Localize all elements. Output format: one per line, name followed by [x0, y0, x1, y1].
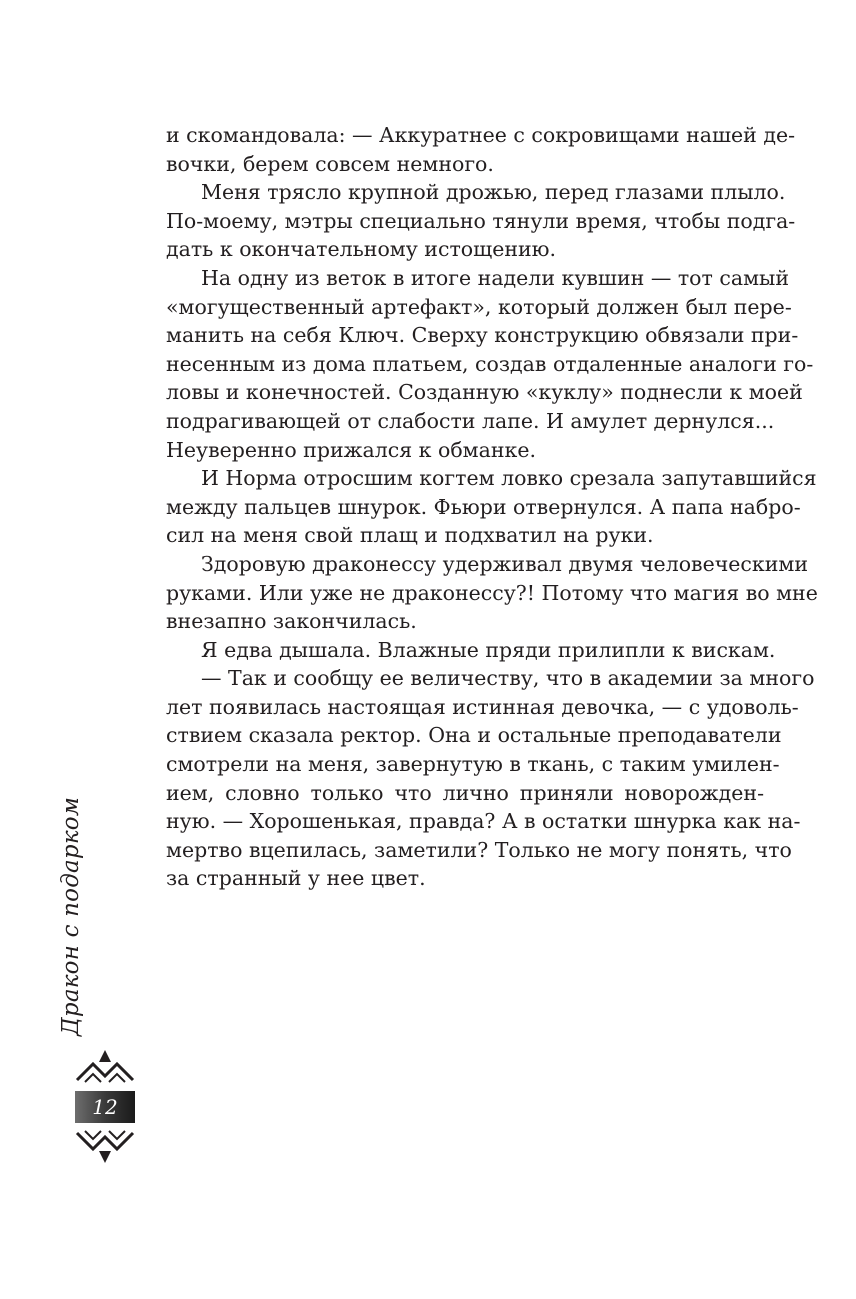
- text-line: сил на меня свой плащ и подхватил на руки.: [166, 523, 654, 548]
- text-line: мертво вцепилась, заметили? Только не могу понять, что: [166, 837, 792, 862]
- text-line: По-моему, мэтры специально тянули время, чтобы подга-: [166, 208, 796, 233]
- text-line: Я едва дышала. Влажные пряди прилипли к вискам.: [201, 637, 776, 662]
- text-line: руками. Или уже не драконессу?! Потому что магия во мне: [166, 580, 818, 605]
- running-title: Дракон с подарком: [58, 796, 84, 1036]
- text-line: Здоровую драконессу удерживал двумя человеческими: [201, 551, 808, 576]
- text-line: подрагивающей от слабости лапе. И амулет дернулся...: [166, 408, 775, 433]
- text-line: Неуверенно прижался к обманке.: [166, 437, 536, 462]
- text-line: несенным из дома платьем, создав отдаленные аналоги го-: [166, 351, 814, 376]
- text-line: между пальцев шнурок. Фьюри отвернулся. А папа набро-: [166, 494, 801, 519]
- text-line: На одну из веток в итоге надели кувшин — тот самый: [201, 265, 790, 290]
- text-line: смотрели на меня, завернутую в ткань, с таким умилен-: [166, 752, 780, 777]
- text-line: лет появилась настоящая истинная девочка, — с удоволь-: [166, 694, 799, 719]
- text-line: — Так и сообщу ее величеству, что в академии за много: [201, 666, 815, 691]
- text-line: манить на себя Ключ. Сверху конструкцию обвязали при-: [166, 323, 799, 348]
- body-text: [166, 121, 818, 893]
- text-line: дать к окончательному истощению.: [166, 237, 557, 262]
- text-line: ствием сказала ректор. Она и остальные преподаватели: [166, 723, 782, 748]
- text-line: «могущественный артефакт», который должен был пере-: [166, 294, 792, 319]
- text-line: ловы и конечностей. Созданную «куклу» поднесли к моей: [166, 380, 803, 405]
- text-line: ную. — Хорошенькая, правда? А в остатки шнурка как на-: [166, 809, 801, 834]
- text-line: внезапно закончилась.: [166, 609, 417, 634]
- page-number-badge: [75, 1091, 135, 1123]
- text-line: И Норма отросшим когтем ловко срезала запутавшийся: [201, 466, 817, 491]
- text-line: ием, словно только что лично приняли новорожден-: [166, 780, 764, 805]
- page-number: 12: [92, 1095, 118, 1119]
- text-line: Меня трясло крупной дрожью, перед глазами плыло.: [201, 180, 786, 205]
- ornament-bottom-icon: [75, 1129, 135, 1167]
- text-line: за странный у нее цвет.: [166, 866, 426, 891]
- text-line: вочки, берем совсем немного.: [166, 151, 494, 176]
- text-line: и скомандовала: — Аккуратнее с сокровищами нашей де-: [166, 123, 796, 147]
- ornament-top-icon: [75, 1046, 135, 1084]
